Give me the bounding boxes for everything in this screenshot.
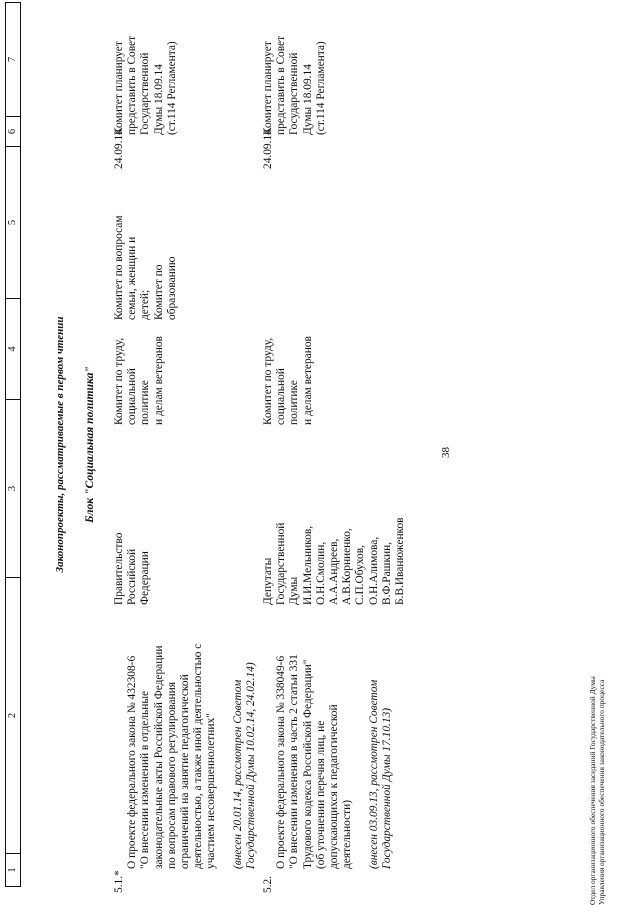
row-number: 5.2. [262,875,274,893]
row-number: 5.1.* [113,870,125,893]
review-date: 24.09.14 [113,129,125,169]
bill-status-note: (внесен 03.09.13, рассмотрен Советом Государственной Думы 17.10.13) [367,679,393,869]
responsible-committee: Комитет по труду, социальной политике и делам ветеранов [113,336,165,425]
footer [588,676,606,905]
column-header-4: 4 [6,298,20,399]
column-header-2: 2 [6,577,20,853]
footer-line-2: Управления организационного обеспечения законодательного процесса [597,679,606,905]
column-number-header [5,2,21,887]
block-title: Блок "Социальная политика" [83,366,96,523]
column-header-6: 6 [6,116,20,146]
review-date: 24.09.14 [262,129,274,169]
co-executor-committees: Комитет по вопросам семьи, женщин и детей; Комитет по образованию [113,215,178,320]
bill-description: О проекте федерального закона № 432308-6 "О внесении изменений в отдельные законодательные акты Российской Федерации по вопросам правового регулирования ограничений на занятие педагогической деятельностью, а также иной деятельностью с участием несовершеннолетних" [126,643,218,869]
page-number: 38 [440,447,452,458]
footer-line-1: Отдел организационного обеспечения заседаний Государственной Думы [588,676,597,905]
bill-title [262,607,407,869]
bill-status-note: (внесен 20.01.14, рассмотрен Советом Государственной Думы 10.02.14, 24.02.14) [231,662,258,869]
initiator: Депутаты Государственной Думы И.И.Мельников, О.Н.Смолин, А.А.Андреев, А.В.Корниенко, С.П.Обухов, О.Н.Алимова, В.Ф.Рашкин, Б.В.Иванюженков [262,517,407,605]
section-title: Законопроекты, рассматриваемые в первом чтении [54,316,66,573]
column-header-3: 3 [6,399,20,577]
column-header-7: 7 [7,56,18,63]
bill-title [113,607,271,869]
planning-note: Комитет планирует представить в Совет Государственной Думы 18.09.14 (ст.114 Регламента) [113,35,178,135]
responsible-committee: Комитет по труду, социальной политике и делам ветеранов [262,336,314,425]
column-header-5: 5 [6,146,20,298]
planning-note: Комитет планирует представить в Совет Государственной Думы 18.09.14 (ст.114 Регламента) [262,35,327,135]
bill-description: О проекте федерального закона № 338049-6 "О внесении изменения в часть 2 статьи 331 Трудового кодекса Российской Федерации" (об уточнении перечня лиц, не допускающихся к педагогической деятельности) [275,654,354,869]
column-header-1: 1 [6,853,20,886]
initiator: Правительство Российской Федерации [113,532,152,605]
